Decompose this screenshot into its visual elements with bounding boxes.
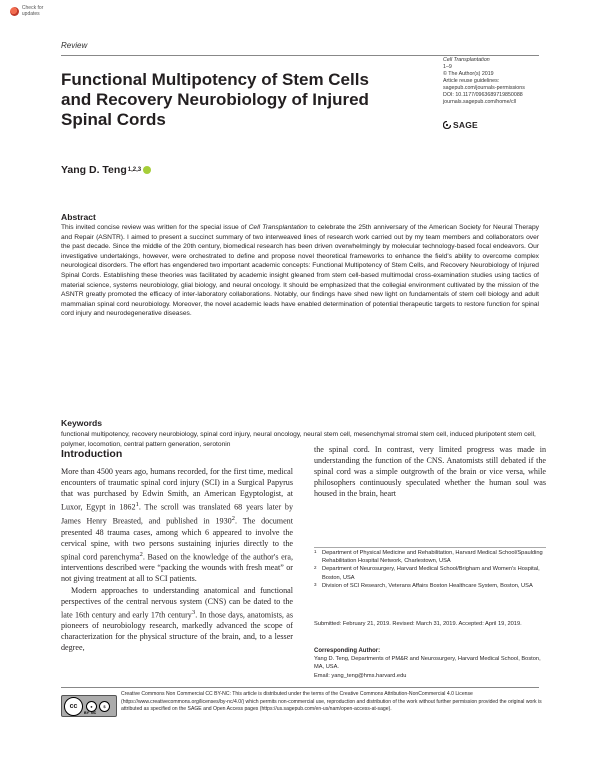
by-icon: ● — [86, 701, 97, 712]
intro-right-column: the spinal cord. In contrast, very limited progress was made in understanding the function of the CNS. Anatomists still debated if the spinal cord was a simple outgrowth of the brain or vice versa, while philosophers continuously speculated whether the human soul was housed in the brain, heart — [314, 445, 546, 499]
affiliation-text: Division of SCI Research, Veterans Affairs Boston Healthcare System, Boston, USA — [322, 582, 533, 589]
citation[interactable]: 2 — [231, 514, 236, 522]
check-for-updates-badge[interactable] — [10, 5, 62, 17]
text-run: Modern approaches to understanding anatomical and functional perspectives of the central nervous system (CNS) can be dated to the late 16th century and early 17th century — [61, 585, 293, 620]
reuse-link[interactable]: sagepub.com/journals-permissions — [443, 85, 525, 91]
article-title: Functional Multipotency of Stem Cells and Recovery Neurobiology of Injured Spinal Cords — [61, 70, 369, 129]
sage-logo-icon — [443, 121, 451, 129]
keywords-heading: Keywords — [61, 418, 103, 428]
affiliations — [314, 549, 550, 590]
update-icon — [10, 7, 19, 16]
affiliation-number: 3 — [314, 581, 317, 587]
article-type: Review — [61, 41, 88, 50]
affiliation-text: Department of Physical Medicine and Rehabilitation, Harvard Medical School/Spaulding Rehabilitation Hospital Network, Charlestown, USA — [322, 550, 543, 565]
footer-divider — [61, 687, 539, 688]
cc-terms — [86, 701, 110, 712]
corresponding-heading: Corresponding Author: — [314, 648, 381, 654]
check-updates-label: Check for updates — [21, 5, 44, 17]
intro-paragraph-2 — [61, 585, 293, 654]
affiliation-divider — [314, 547, 546, 548]
author-name: Yang D. Teng — [61, 164, 127, 176]
text-run: . The scroll was translated 68 years later by James Henry Breasted, and published in 1930 — [61, 502, 293, 526]
nc-icon: $ — [99, 701, 110, 712]
submission-dates: Submitted: February 21, 2019. Revised: March 31, 2019. Accepted: April 19, 2019. — [314, 621, 522, 627]
abstract-heading: Abstract — [61, 212, 96, 222]
nc-label: NC — [91, 711, 97, 715]
cc-icon: cc — [64, 697, 83, 716]
sage-wordmark: SAGE — [453, 120, 478, 130]
abstract-body — [61, 223, 539, 319]
intro-paragraph-1 — [61, 466, 293, 585]
sage-logo — [443, 120, 478, 130]
text-run: . Based on the knowledge of the author's era, interventions described were “packing the wounds with fresh meat” or not giving treatment at all to SCI patients. — [61, 552, 293, 584]
intro-left-column — [61, 466, 293, 654]
doi[interactable]: DOI: 10.1177/0963689719850088 — [443, 92, 523, 98]
journal-pages: 1–9 — [443, 64, 452, 70]
abstract-text-start: This invited concise review was written for the special issue of — [61, 224, 249, 231]
affiliation-text: Department of Neurosurgery, Harvard Medical School/Brigham and Women's Hospital, Boston, USA — [322, 566, 540, 581]
journal-info — [443, 57, 553, 106]
journal-name-italic: Cell Transplantation — [248, 224, 308, 231]
license-text: Creative Commons Non Commercial CC BY-NC: This article is distributed under the terms of the Creative Commons Attribution-NonCommercial 4.0 License (https://www.creativecommons.org/licenses/by-nc/4.0/) which permits non-commercial use, reproduction and distribution of the work without further permission provided the original work is attributed as specified on the SAGE and Open Access pages (https://us.sagepub.com/en-us/nam/open-access-at-sage). — [121, 691, 542, 713]
introduction-heading: Introduction — [61, 448, 123, 460]
affiliation-number: 1 — [314, 549, 317, 554]
citation[interactable]: 2 — [139, 550, 143, 558]
text-run: More than 4500 years ago, humans recorded, for the first time, medical encounters of traumatic spinal cord injury (SCI) in a Surgical Papyrus that was purchased by Edwin Smith, an American Egyptologist, at Luxor, Egypt in 1862 — [61, 467, 293, 512]
affiliation-item — [314, 582, 550, 590]
journal-url[interactable]: journals.sagepub.com/home/cll — [443, 99, 517, 105]
citation[interactable]: 1 — [135, 501, 139, 509]
copyright: © The Author(s) 2019 — [443, 71, 494, 77]
corresponding-author — [314, 647, 546, 680]
header-divider — [61, 55, 539, 56]
corresponding-address: Yang D. Teng, Departments of PM&R and Neurosurgery, Harvard Medical School, Boston, MA, USA. — [314, 656, 541, 671]
text-run: . In those days, anatomists, as pioneers of neurobiology research, markedly advanced the scope of characterization for the physical structure of the brain, and, to a lesser degree, — [61, 610, 293, 653]
citation[interactable]: 3 — [191, 608, 196, 616]
creative-commons-badge[interactable] — [61, 695, 117, 717]
keywords-text: functional multipotency, recovery neurobiology, spinal cord injury, neural oncology, neural stem cell, mesenchymal stromal stem cell, induced pluripotent stem cell, polymer, locomotion, central pattern generation, serotonin — [61, 431, 536, 448]
cc-terms-label — [84, 711, 96, 715]
affiliation-number: 2 — [314, 565, 317, 571]
author — [61, 164, 151, 176]
affiliation-item — [314, 549, 550, 565]
author-affiliation-marks: 1,2,3 — [127, 167, 142, 173]
corresponding-email[interactable]: Email: yang_teng@hms.harvard.edu — [314, 672, 407, 679]
journal-name: Cell Transplantation — [443, 57, 490, 63]
orcid-icon[interactable] — [143, 166, 151, 174]
by-label: BY — [84, 711, 89, 715]
text-run: . The document presented 48 trauma cases, among which 6 appeared to involve the cervical spine, with two persons sustaining injuries directly to the spinal cord parenchyma — [61, 516, 293, 562]
abstract-text-rest: to celebrate the 25th anniversary of the American Society for Neural Therapy and Repair (ASNTR). I aimed to present a succinct summary of two interweaved lines of research work carried out by my team members and collaborators over the past decade. Since the middle of the 20th century, biomedical research has been driven overwhelmingly by molecular technology-based focal endeavors. Our investigative undertakings, however, were orchestrated to define and propose novel theoretical frameworks to enhance the field's ability to overcome complex neurological disorders. The effort has engendered two important academic concepts: Functional Multipotency of Stem Cells, and Recovery Neurobiology of Injured Spinal Cords. Establishing these theories was facilitated by academic insight gleaned from stem cell-based multimodal cross-examination studies using tactics of material science, systems neurobiology, glial biology, and neural oncology. It should be emphasized that the collegial environment cultivated by the mission of the ASNTR greatly promoted the efficacy of inter-laboratory collaborations. Notably, our findings have shed new light on fundamentals of stem cell biology and adult mammalian spinal cord neurobiology. Moreover, the novel academic leads have enabled determination of potential therapeutic targets to restore function for spinal cord injury and neurodegenerative diseases. — [61, 224, 539, 318]
affiliation-item — [314, 565, 550, 581]
reuse-guidelines: Article reuse guidelines: — [443, 78, 500, 84]
